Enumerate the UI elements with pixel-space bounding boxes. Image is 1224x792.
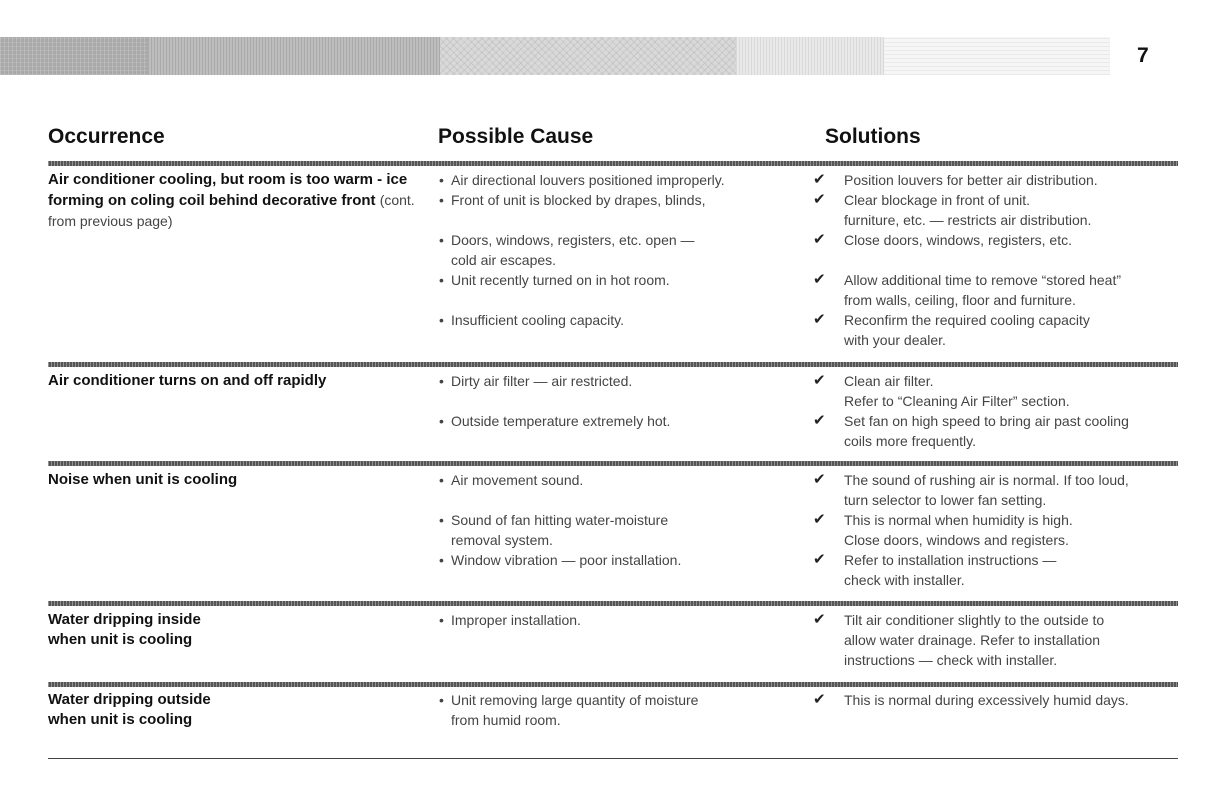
page-number: 7 — [1137, 44, 1149, 67]
checkmark-icon: ✔ — [813, 691, 826, 708]
solution-item — [813, 470, 1129, 510]
cause-item — [439, 230, 695, 270]
checkmark-icon: ✔ — [813, 551, 826, 568]
row-divider — [48, 362, 1178, 367]
header-occurrence: Occurrence — [48, 125, 165, 148]
solution-item — [813, 310, 1090, 350]
checkmark-icon: ✔ — [813, 271, 826, 288]
cause-item — [439, 270, 670, 290]
cause-item — [439, 610, 581, 630]
bullet-icon: • — [439, 552, 444, 568]
cause-text: Outside temperature extremely hot. — [451, 413, 671, 429]
solution-item — [813, 371, 1070, 411]
bullet-icon: • — [439, 172, 444, 188]
occurrence-label: Air conditioner turns on and off rapidly — [48, 372, 327, 389]
row-divider — [48, 161, 1178, 166]
checkmark-icon: ✔ — [813, 471, 826, 488]
cause-text: Doors, windows, registers, etc. open — cold air escapes. — [451, 232, 695, 268]
band-segment — [736, 37, 884, 75]
bullet-icon: • — [439, 312, 444, 328]
checkmark-icon: ✔ — [813, 231, 826, 248]
band-segment — [440, 37, 736, 75]
solution-text: Refer to installation instructions — check with installer. — [844, 552, 1057, 588]
solution-item — [813, 550, 1056, 590]
header-possible-cause: Possible Cause — [438, 125, 594, 148]
checkmark-icon: ✔ — [813, 191, 826, 208]
solution-text: Allow additional time to remove “stored heat” from walls, ceiling, floor and furniture. — [844, 272, 1122, 308]
bullet-icon: • — [439, 472, 444, 488]
solution-text: Clear blockage in front of unit. furniture, etc. — restricts air distribution. — [844, 192, 1092, 228]
bullet-icon: • — [439, 692, 444, 708]
solution-text: Set fan on high speed to bring air past cooling coils more frequently. — [844, 413, 1129, 449]
checkmark-icon: ✔ — [813, 372, 826, 389]
checkmark-icon: ✔ — [813, 412, 826, 429]
cause-item — [439, 371, 632, 391]
cause-text: Sound of fan hitting water-moisture removal system. — [451, 512, 669, 548]
header-band — [0, 37, 1110, 75]
solution-text: Tilt air conditioner slightly to the outside to allow water drainage. Refer to installation instructions — check with installer. — [844, 612, 1105, 668]
solution-item — [813, 230, 1072, 250]
cause-text: Unit removing large quantity of moisture from humid room. — [451, 692, 699, 728]
cause-item — [439, 550, 681, 570]
cause-item — [439, 170, 725, 190]
cause-text: Air directional louvers positioned improperly. — [451, 172, 725, 188]
occurrence-text: Air conditioner cooling, but room is too warm - ice forming on coling coil behind decorative front — [48, 171, 408, 209]
solution-text: Close doors, windows, registers, etc. — [844, 232, 1072, 248]
checkmark-icon: ✔ — [813, 311, 826, 328]
column-headers — [48, 125, 1178, 153]
occurrence-label: Water dripping outside when unit is cooling — [48, 691, 211, 728]
cause-item — [439, 510, 668, 550]
cause-text: Dirty air filter — air restricted. — [451, 373, 633, 389]
cause-item — [439, 470, 583, 490]
solution-item — [813, 190, 1091, 230]
bullet-icon: • — [439, 612, 444, 628]
cause-text: Unit recently turned on in hot room. — [451, 272, 670, 288]
header-solutions: Solutions — [825, 125, 921, 148]
cause-item — [439, 190, 705, 210]
solution-text: Position louvers for better air distribution. — [844, 172, 1098, 188]
cause-item — [439, 690, 698, 730]
cause-text: Improper installation. — [451, 612, 581, 628]
cause-text: Front of unit is blocked by drapes, blinds, — [451, 192, 706, 208]
solution-text: This is normal during excessively humid days. — [844, 692, 1129, 708]
bullet-icon: • — [439, 272, 444, 288]
cause-item — [439, 411, 670, 431]
band-segment — [148, 37, 440, 75]
row-divider — [48, 601, 1178, 606]
bullet-icon: • — [439, 192, 444, 208]
cause-text: Air movement sound. — [451, 472, 584, 488]
occurrence-label: Water dripping inside when unit is cooling — [48, 611, 201, 648]
occurrence-label: Noise when unit is cooling — [48, 471, 238, 488]
solution-item — [813, 510, 1073, 550]
bullet-icon: • — [439, 512, 444, 528]
band-segment — [0, 37, 148, 75]
band-segment — [884, 37, 1110, 75]
solution-item — [813, 610, 1104, 670]
bullet-icon: • — [439, 232, 444, 248]
solution-text: Clean air filter. Refer to “Cleaning Air Filter” section. — [844, 373, 1070, 409]
cause-text: Insufficient cooling capacity. — [451, 312, 625, 328]
solution-text: This is normal when humidity is high. Close doors, windows and registers. — [844, 512, 1073, 548]
bottom-rule — [48, 758, 1178, 759]
occurrence-note: (cont. from previous page) — [48, 192, 415, 229]
solution-item — [813, 690, 1129, 710]
solution-item — [813, 411, 1129, 451]
row-divider — [48, 461, 1178, 466]
checkmark-icon: ✔ — [813, 511, 826, 528]
bullet-icon: • — [439, 373, 444, 389]
solution-item — [813, 270, 1121, 310]
solution-text: Reconfirm the required cooling capacity with your dealer. — [844, 312, 1090, 348]
occurrence-label — [48, 170, 418, 232]
solution-item — [813, 170, 1098, 190]
cause-item — [439, 310, 624, 330]
bullet-icon: • — [439, 413, 444, 429]
checkmark-icon: ✔ — [813, 171, 826, 188]
cause-text: Window vibration — poor installation. — [451, 552, 682, 568]
row-divider — [48, 682, 1178, 687]
checkmark-icon: ✔ — [813, 611, 826, 628]
solution-text: The sound of rushing air is normal. If too loud, turn selector to lower fan setting. — [844, 472, 1129, 508]
